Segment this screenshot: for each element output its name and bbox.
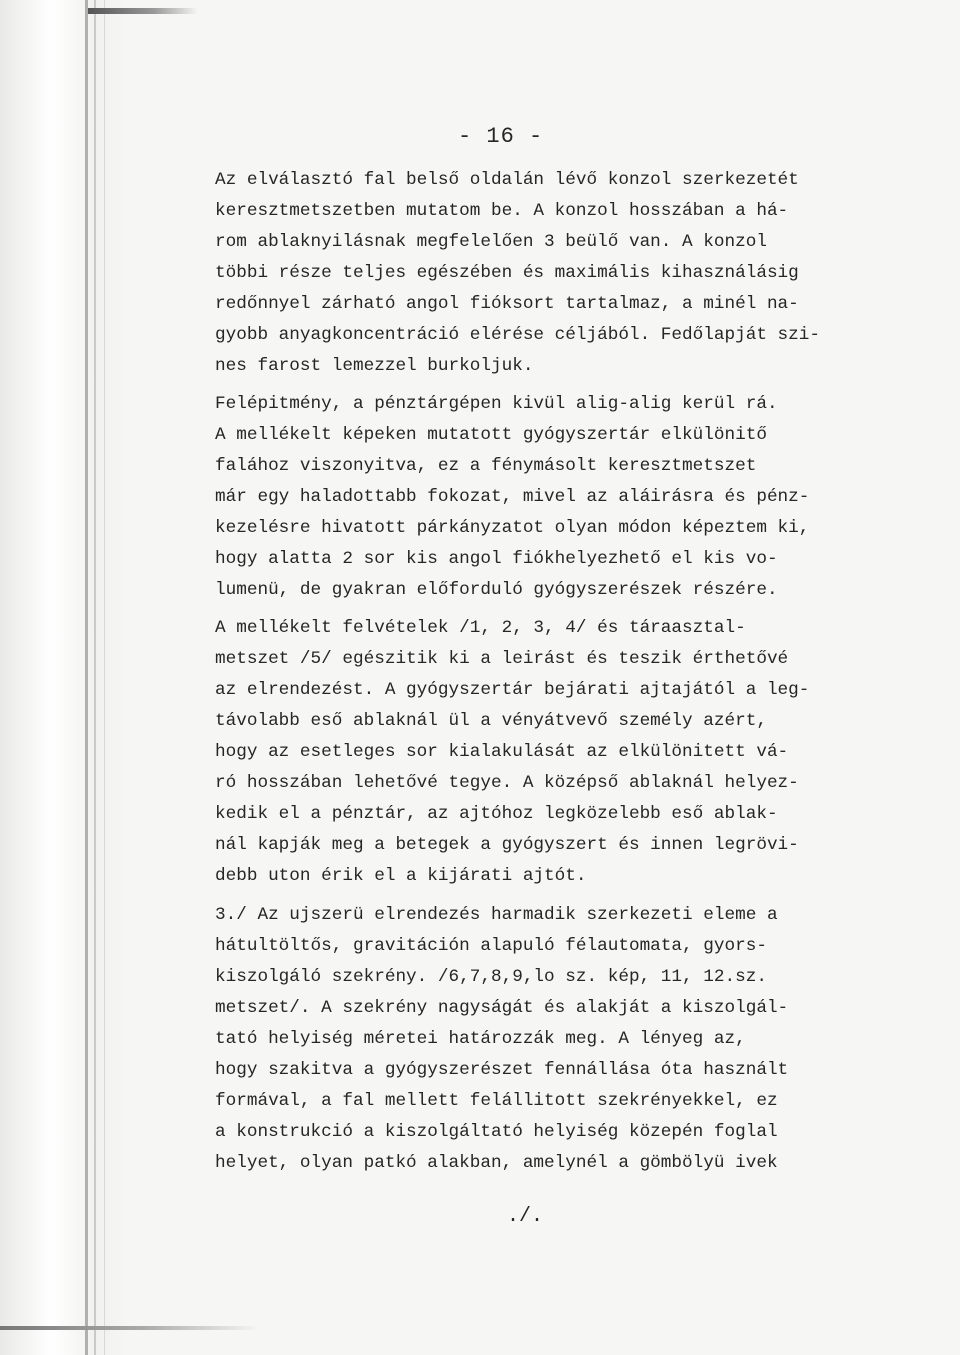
text-line: gyobb anyagkoncentráció elérése céljából. Fedőlapját szi- [215, 325, 821, 345]
scan-mark-top [88, 8, 198, 14]
text-line: a konstrukció a kiszolgáltató helyiség közepén foglal [215, 1122, 778, 1142]
text-line: az elrendezést. A gyógyszertár bejárati ajtajától a leg- [215, 680, 810, 700]
text-line: kiszolgáló szekrény. /6,7,8,9,lo sz. kép, 11, 12.sz. [215, 967, 767, 987]
text-line: falához viszonyitva, ez a fénymásolt keresztmetszet [215, 456, 757, 476]
text-line: ró hosszában lehetővé tegye. A középső ablaknál helyez- [215, 773, 799, 793]
text-line: kezelésre hivatott párkányzatot olyan módon képeztem ki, [215, 518, 810, 538]
text-line: hogy az esetleges sor kialakulását az elkülönitett vá- [215, 742, 789, 762]
text-line: helyet, olyan patkó alakban, amelynél a gömbölyü ivek [215, 1153, 778, 1173]
continuation-mark: ./. [507, 1205, 544, 1228]
text-line: rom ablaknyilásnak megfelelően 3 beülő van. A konzol [215, 232, 767, 252]
text-line: redőnnyel zárható angol fióksort tartalmaz, a minél na- [215, 294, 799, 314]
text-line: hogy szakitva a gyógyszerészet fennállása óta használt [215, 1060, 789, 1080]
scan-mark-bottom [0, 1326, 260, 1330]
text-line: Az elválasztó fal belső oldalán lévő konzol szerkezetét [215, 170, 799, 190]
page-number: - 16 - [458, 124, 544, 149]
text-line: lumenü, de gyakran előforduló gyógyszerészek részére. [215, 580, 778, 600]
text-line: metszet/. A szekrény nagyságát és alakját a kiszolgál- [215, 998, 789, 1018]
text-line: 3./ Az ujszerü elrendezés harmadik szerkezeti eleme a [215, 905, 778, 925]
text-line: formával, a fal mellett felállitott szekrényekkel, ez [215, 1091, 778, 1111]
binding-stripe [104, 0, 105, 1355]
binding-edge [0, 0, 128, 1355]
text-line: Felépitmény, a pénztárgépen kivül alig-alig kerül rá. [215, 394, 778, 414]
text-line: többi része teljes egészében és maximális kihasználásig [215, 263, 799, 283]
binding-stripe [94, 0, 96, 1355]
text-line: távolabb eső ablaknál ül a vényátvevő személy azért, [215, 711, 767, 731]
text-line: metszet /5/ egészitik ki a leirást és teszik érthetővé [215, 649, 789, 669]
text-line: tató helyiség méretei határozzák meg. A lényeg az, [215, 1029, 746, 1049]
binding-stripe [85, 0, 88, 1355]
text-line: nes farost lemezzel burkoljuk. [215, 356, 534, 376]
text-line: nál kapják meg a betegek a gyógyszert és innen legrövi- [215, 835, 799, 855]
text-line: hátultöltős, gravitáción alapuló félautomata, gyors- [215, 936, 767, 956]
text-line: keresztmetszetben mutatom be. A konzol hosszában a há- [215, 201, 789, 221]
text-line: A mellékelt képeken mutatott gyógyszertár elkülönitő [215, 425, 767, 445]
text-line: kedik el a pénztár, az ajtóhoz legközelebb eső ablak- [215, 804, 778, 824]
text-line: debb uton érik el a kijárati ajtót. [215, 866, 587, 886]
text-line: A mellékelt felvételek /1, 2, 3, 4/ és táraasztal- [215, 618, 746, 638]
text-line: már egy haladottabb fokozat, mivel az aláirásra és pénz- [215, 487, 810, 507]
text-line: hogy alatta 2 sor kis angol fiókhelyezhető el kis vo- [215, 549, 778, 569]
